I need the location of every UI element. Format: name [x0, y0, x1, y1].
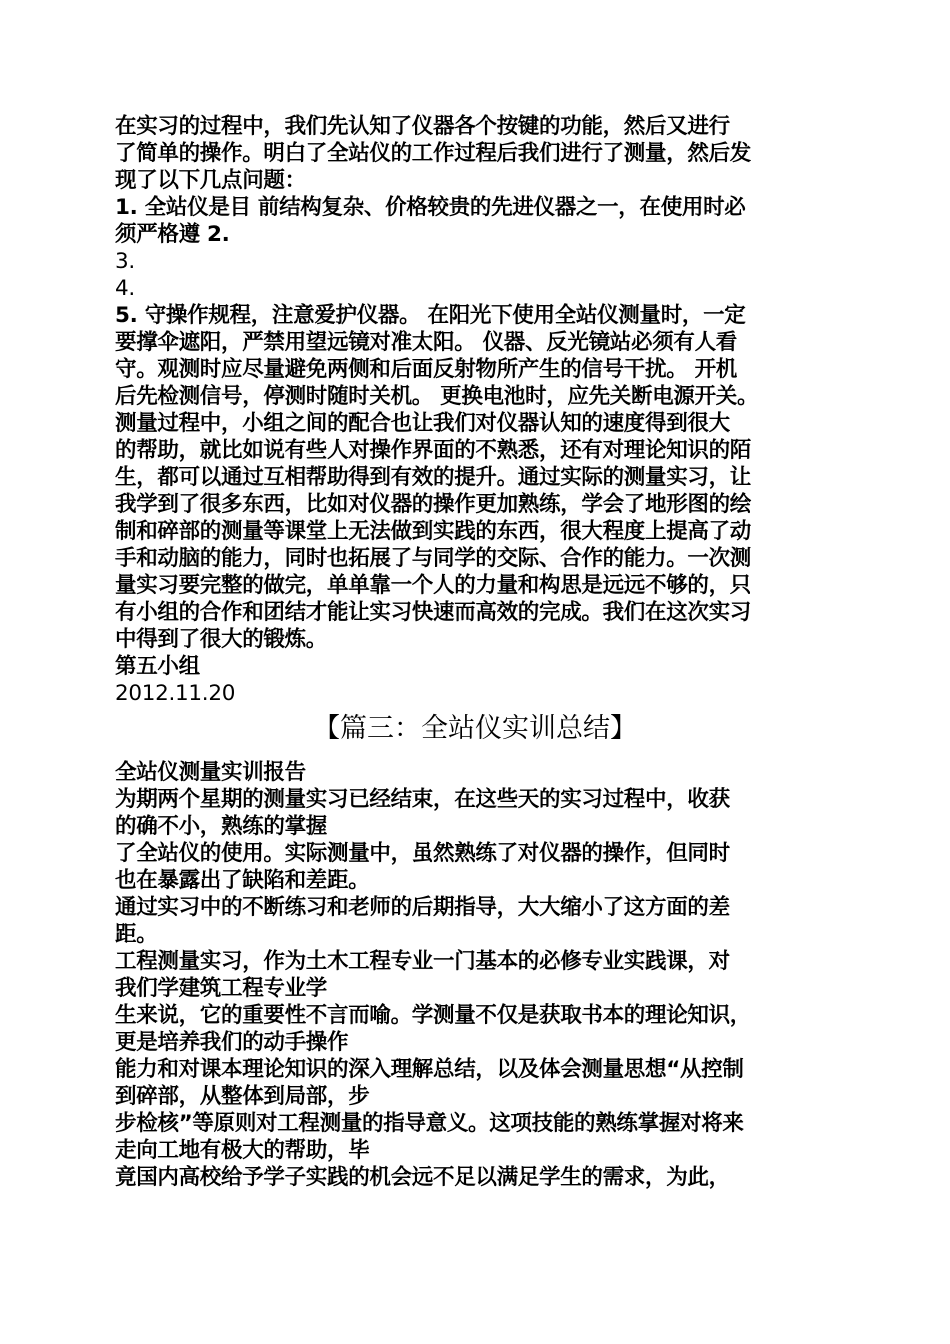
- text-line: 竟国内高校给予学子实践的机会远不足以满足学生的需求，为此，: [115, 1165, 730, 1190]
- text-line: 量实习要完整的做完，单单靠一个人的力量和构思是远远不够的，只: [115, 573, 752, 598]
- text-line: 我学到了很多东西，比如对仪器的操作更加熟练，学会了地形图的绘: [115, 492, 752, 517]
- text-line: 全站仪测量实训报告: [115, 760, 306, 785]
- text-line: 了全站仪的使用。实际测量中，虽然熟练了对仪器的操作，但同时: [115, 841, 730, 866]
- text-line: 后先检测信号，停测时随时关机。 更换电池时，应先关断电源开关。: [115, 384, 759, 409]
- section-before: [115, 113, 835, 707]
- text-line: 到碎部，从整体到局部，步: [115, 1084, 370, 1109]
- text-line: 4.: [115, 276, 135, 301]
- text-line: 为期两个星期的测量实习已经结束，在这些天的实习过程中，收获: [115, 787, 730, 812]
- text-line: 更是培养我们的动手操作: [115, 1030, 349, 1055]
- text-line: 的帮助，就比如说有些人对操作界面的不熟悉，还有对理论知识的陌: [115, 438, 752, 463]
- text-line: 现了以下几点问题：: [115, 168, 306, 193]
- text-line: 守。观测时应尽量避免两侧和后面反射物所产生的信号干扰。 开机: [115, 357, 737, 382]
- text-line: 须严格遵 2.: [115, 222, 230, 247]
- text-line: 中得到了很大的锻炼。: [115, 627, 328, 652]
- text-line: 走向工地有极大的帮助，毕: [115, 1138, 370, 1163]
- text-line: 1. 全站仪是目 前结构复杂、价格较贵的先进仪器之一，在使用时必: [115, 195, 746, 220]
- text-line: 2012.11.20: [115, 681, 236, 706]
- text-line: 通过实习中的不断练习和老师的后期指导，大大缩小了这方面的差: [115, 895, 730, 920]
- text-line: 生来说，它的重要性不言而喻。学测量不仅是获取书本的理论知识，: [115, 1003, 752, 1028]
- text-line: 步检核”等原则对工程测量的指导意义。这项技能的熟练掌握对将来: [115, 1111, 744, 1136]
- text-line: 第五小组: [115, 654, 200, 679]
- text-line: 制和碎部的测量等课堂上无法做到实践的东西，很大程度上提高了动: [115, 519, 752, 544]
- text-line: 工程测量实习，作为土木工程专业一门基本的必修专业实践课，对: [115, 949, 730, 974]
- section-after: [115, 759, 835, 1191]
- section-heading: 【篇三：全站仪实训总结】: [313, 713, 637, 744]
- text-line: 的确不小，熟练的掌握: [115, 814, 328, 839]
- text-line: 也在暴露出了缺陷和差距。: [115, 868, 370, 893]
- text-line: 能力和对课本理论知识的深入理解总结，以及体会测量思想“从控制: [115, 1057, 744, 1082]
- text-line: 5. 守操作规程，注意爱护仪器。 在阳光下使用全站仪测量时，一定: [115, 303, 746, 328]
- text-line: 3.: [115, 249, 135, 274]
- text-line: 要撑伞遮阳，严禁用望远镜对准太阳。 仪器、反光镜站必须有人看: [115, 330, 737, 355]
- text-line: 距。: [115, 922, 158, 947]
- text-line: 我们学建筑工程专业学: [115, 976, 328, 1001]
- text-line: 生，都可以通过互相帮助得到有效的提升。通过实际的测量实习，让: [115, 465, 752, 490]
- document-page: [115, 113, 835, 1191]
- text-line: 在实习的过程中，我们先认知了仪器各个按键的功能，然后又进行: [115, 114, 730, 139]
- text-line: 手和动脑的能力，同时也拓展了与同学的交际、合作的能力。一次测: [115, 546, 752, 571]
- text-line: 有小组的合作和团结才能让实习快速而高效的完成。我们在这次实习: [115, 600, 752, 625]
- text-line: 了简单的操作。明白了全站仪的工作过程后我们进行了测量，然后发: [115, 141, 752, 166]
- text-line: 测量过程中，小组之间的配合也让我们对仪器认知的速度得到很大: [115, 411, 730, 436]
